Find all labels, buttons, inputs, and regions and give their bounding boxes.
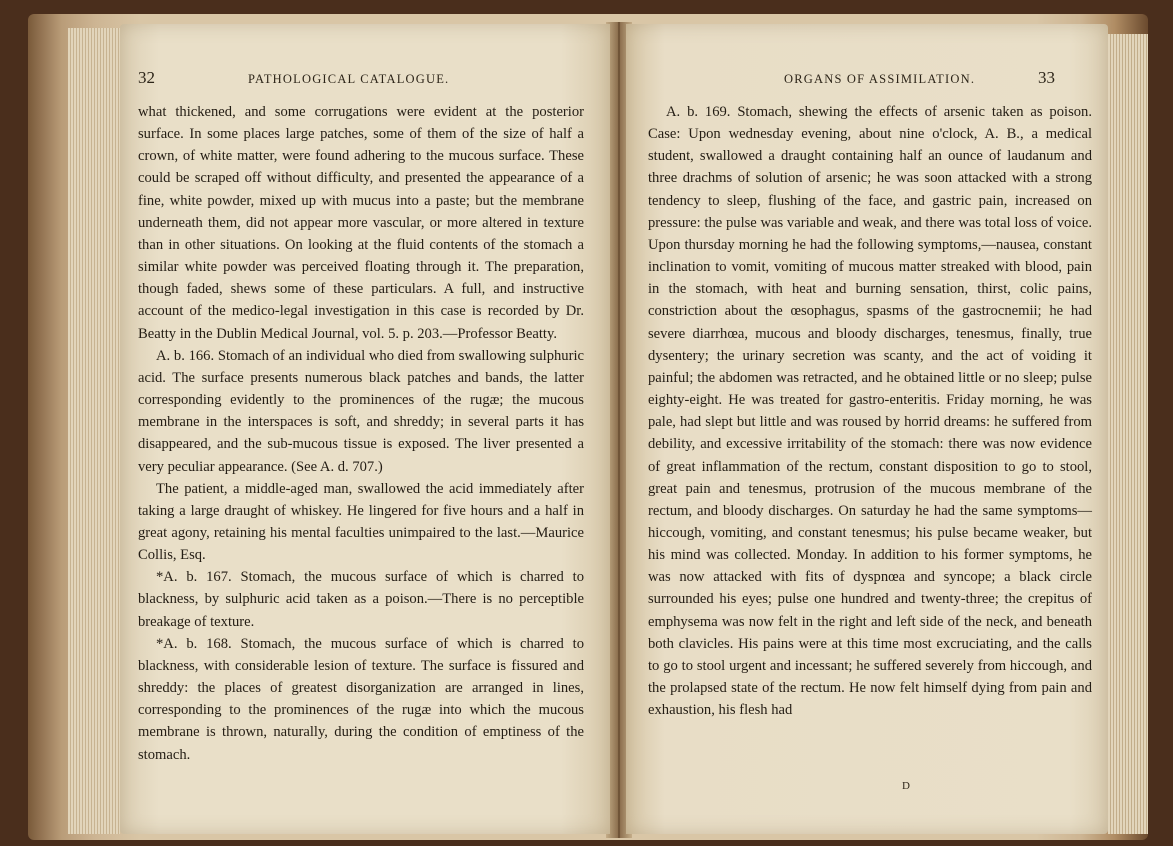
right-page xyxy=(626,24,1108,834)
paragraph: *A. b. 168. Stomach, the mucous surface of which is charred to blackness, with considerable lesion of texture. The surface is fissured and shreddy: the places of greatest disorganization are arranged in lines, corresponding to the prominences of the rugæ into which the mucous membrane is thrown, naturally, during the condition of emptiness of the stomach. xyxy=(138,635,584,763)
left-page xyxy=(120,24,610,834)
right-page-body xyxy=(648,101,1092,721)
open-book xyxy=(28,14,1148,840)
paragraph: A. b. 166. Stomach of an individual who died from swallowing sulphuric acid. The surface presents numerous black patches and bands, the latter corresponding evidently to the prominences of the rugæ; the mucous membrane in the interspaces is soft, and shreddy; in several parts it has disappeared, and the sub-mucous tissue is exposed. The liver presented a very peculiar appearance. (See A. d. 707.) xyxy=(138,347,584,475)
left-page-body xyxy=(138,101,584,766)
left-page-number: 32 xyxy=(138,68,155,87)
signature-mark: D xyxy=(902,780,910,792)
page-edges-right xyxy=(1108,34,1148,834)
paragraph: A. b. 169. Stomach, shewing the effects of arsenic taken as poison. Case: Upon wednesday evening, about nine o'clock, A. B., a medical student, swallowed a draught containing half an ounce of laudanum and three drachms of solution of arsenic; he was soon attacked with a strong tendency to sleep, flushing of the face, and gastric pain, increased on pressure: the pulse was variable and weak, and there was total loss of voice. Upon thursday morning he had the following symptoms,—nausea, constant inclination to vomit, vomiting of mucous matter streaked with blood, pain in the stomach, with heat and burning sensation, thirst, colic pains, constriction about the œsophagus, spasms of the gastrocnemii; he had severe diarrhœa, mucous and bloody discharges, tenesmus, finally, true dysentery; the urinary secretion was scanty, and the act of voiding it painful; the abdomen was retracted, and he obtained little or no sleep; pulse eighty-eight. He was treated for gastro-enteritis. Friday morning, he was pale, had slept but little and was roused by horrid dreams: he suffered from debility, and excessive irritability of the stomach: there was now evidence of great inflammation of the rectum, constant disposition to go to stool, great pain and tenesmus, protrusion of the mucous membrane of the rectum, and bloody discharges. On saturday he had the same symptoms—hiccough, vomiting, and constant tenesmus; his pulse became weaker, but his mind was collected. Monday. In addition to his former symptoms, he was now attacked with fits of dyspnœa and syncope; a black circle surrounded his eyes; pulse one hundred and twenty-three; the crepitus of emphysema was now felt in the right and left side of the neck, and beneath both clavicles. His pains were at this time most excruciating, and the calls to go to stool urgent and incessant; he suffered severely from hiccough, and the prolapsed state of the rectum. He now felt himself dying from pain and exhaustion, his flesh had xyxy=(648,104,1092,719)
right-running-head: ORGANS OF ASSIMILATION. xyxy=(784,72,976,86)
right-page-number: 33 xyxy=(1038,68,1055,87)
left-running-head: PATHOLOGICAL CATALOGUE. xyxy=(248,72,450,86)
paragraph: what thickened, and some corrugations were evident at the posterior surface. In some places large patches, some of them of the size of half a crown, of white matter, were found adhering to the mucous surface. These could be scraped off without difficulty, and presented the appearance of a fine, white powder, mixed up with mucus into a paste; but the membrane underneath them, did not appear more vascular, or more altered in texture than in other situations. On looking at the fluid contents of the stomach a similar white powder was perceived floating through it. The preparation, though faded, shews some of these particulars. A full, and instructive account of the medico-legal investigation in this case is recorded by Dr. Beatty in the Dublin Medical Journal, vol. 5. p. 203.—Professor Beatty. xyxy=(138,104,584,342)
paragraph: The patient, a middle-aged man, swallowed the acid immediately after taking a large draught of whiskey. He lingered for five hours and a half in great agony, retaining his mental faculties unimpaired to the last.—Maurice Collis, Esq. xyxy=(138,480,584,564)
page-edges-left xyxy=(68,28,120,834)
paragraph: *A. b. 167. Stomach, the mucous surface of which is charred to blackness, by sulphuric acid taken as a poison.—There is no perceptible breakage of texture. xyxy=(138,569,584,630)
